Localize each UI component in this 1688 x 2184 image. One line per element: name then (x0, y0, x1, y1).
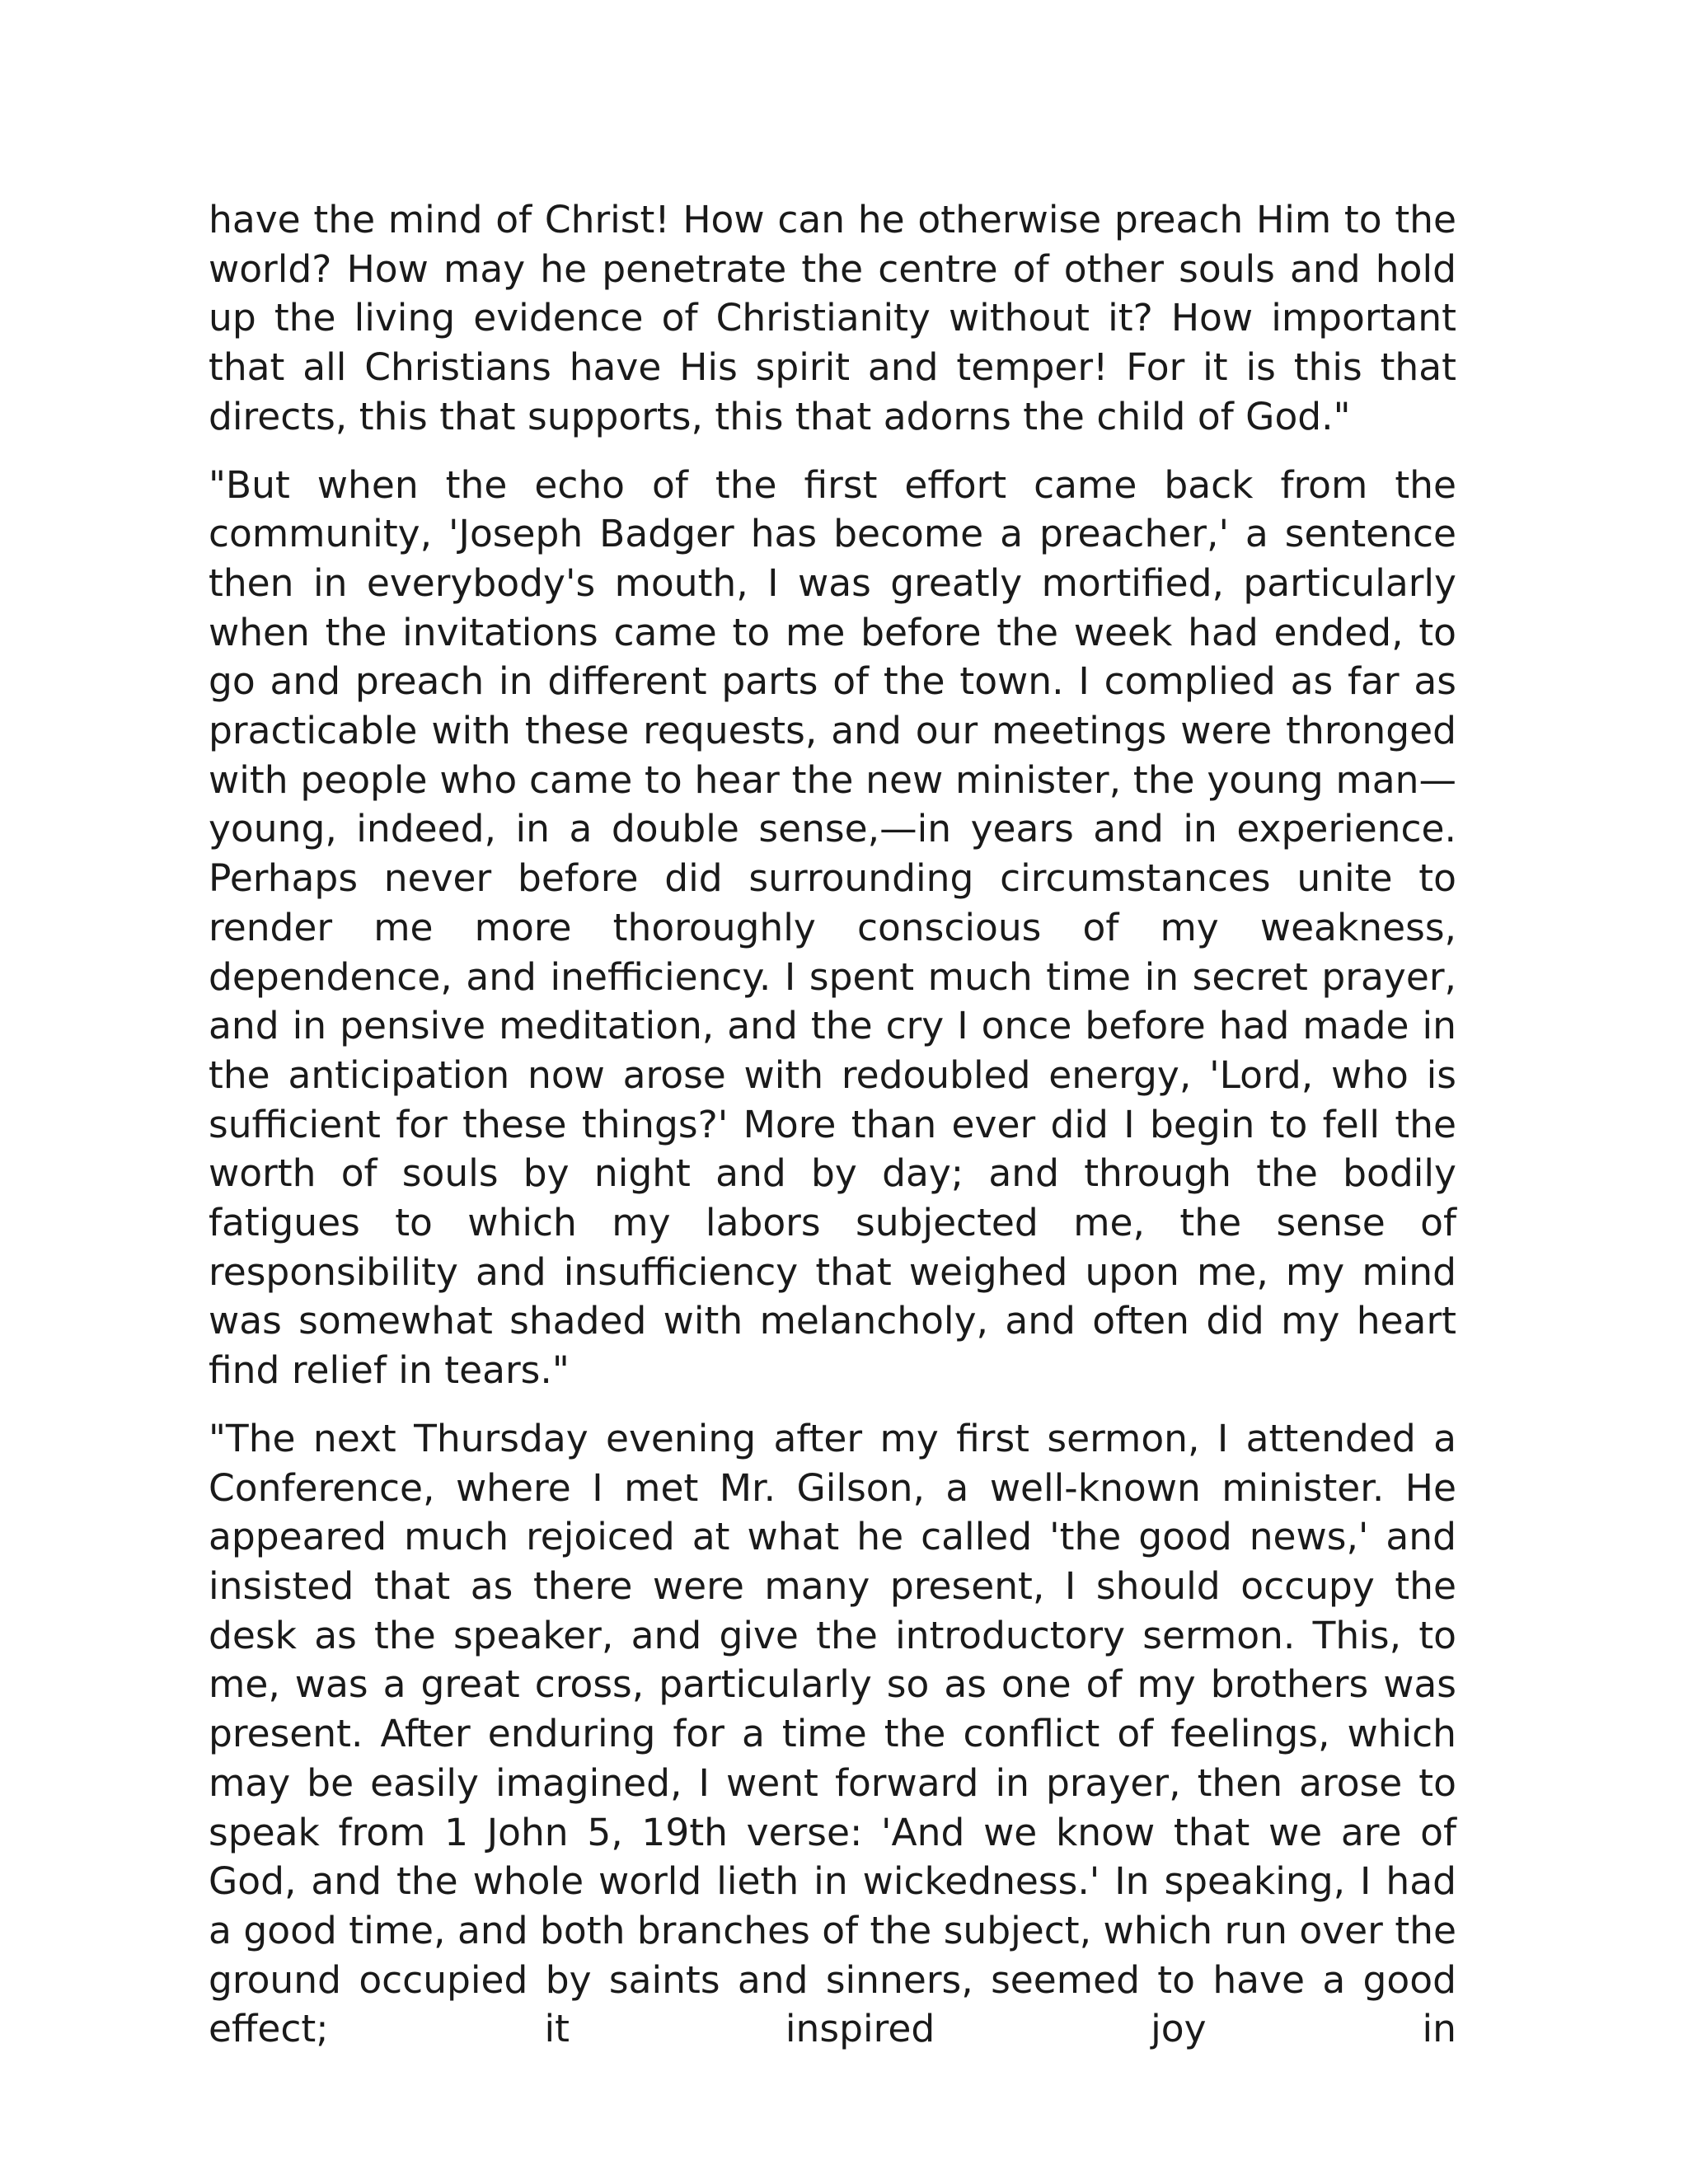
paragraph-2: "But when the echo of the first effort came back from the community, 'Joseph Badger has become a preacher,' a sentence then in everybody's mouth, I was greatly mortified, particularly when the invitations came to me before the week had ended, to go and preach in different parts of the town. I complied as far as practicable with these requests, and our meetings were thronged with people who came to hear the new minister, the young man—young, indeed, in a double sense,—in years and in experience. Perhaps never before did surrounding circumstances unite to render me more thoroughly conscious of my weakness, dependence, and inefficiency. I spent much time in secret prayer, and in pensive meditation, and the cry I once before had made in the anticipation now arose with redoubled energy, 'Lord, who is sufficient for these things?' More than ever did I begin to fell the worth of souls by night and by day; and through the bodily fatigues to which my labors subjected me, the sense of responsibility and insufficiency that weighed upon me, my mind was somewhat shaded with melancholy, and often did my heart find relief in tears." (209, 462, 1456, 1393)
paragraph-3: "The next Thursday evening after my first sermon, I attended a Conference, where I met Mr. Gilson, a well-known minister. He appeared much rejoiced at what he called 'the good news,' and insisted that as there were many present, I should occupy the desk as the speaker, and give the introductory sermon. This, to me, was a great cross, particularly so as one of my brothers was present. After enduring for a time the conflict of feelings, which may be easily imagined, I went forward in prayer, then arose to speak from 1 John 5, 19th verse: 'And we know that we are of God, and the whole world lieth in wickedness.' In speaking, I had a good time, and both branches of the subject, which run over the ground occupied by saints and sinners, seemed to have a good effect; it inspired joy in (209, 1416, 1456, 2051)
page-body (209, 195, 1456, 2054)
paragraph-1: have the mind of Christ! How can he otherwise preach Him to the world? How may he penetrate the centre of other souls and hold up the living evidence of Christianity without it? How important that all Christians have His spirit and temper! For it is this that directs, this that supports, this that adorns the child of God." (209, 198, 1456, 438)
